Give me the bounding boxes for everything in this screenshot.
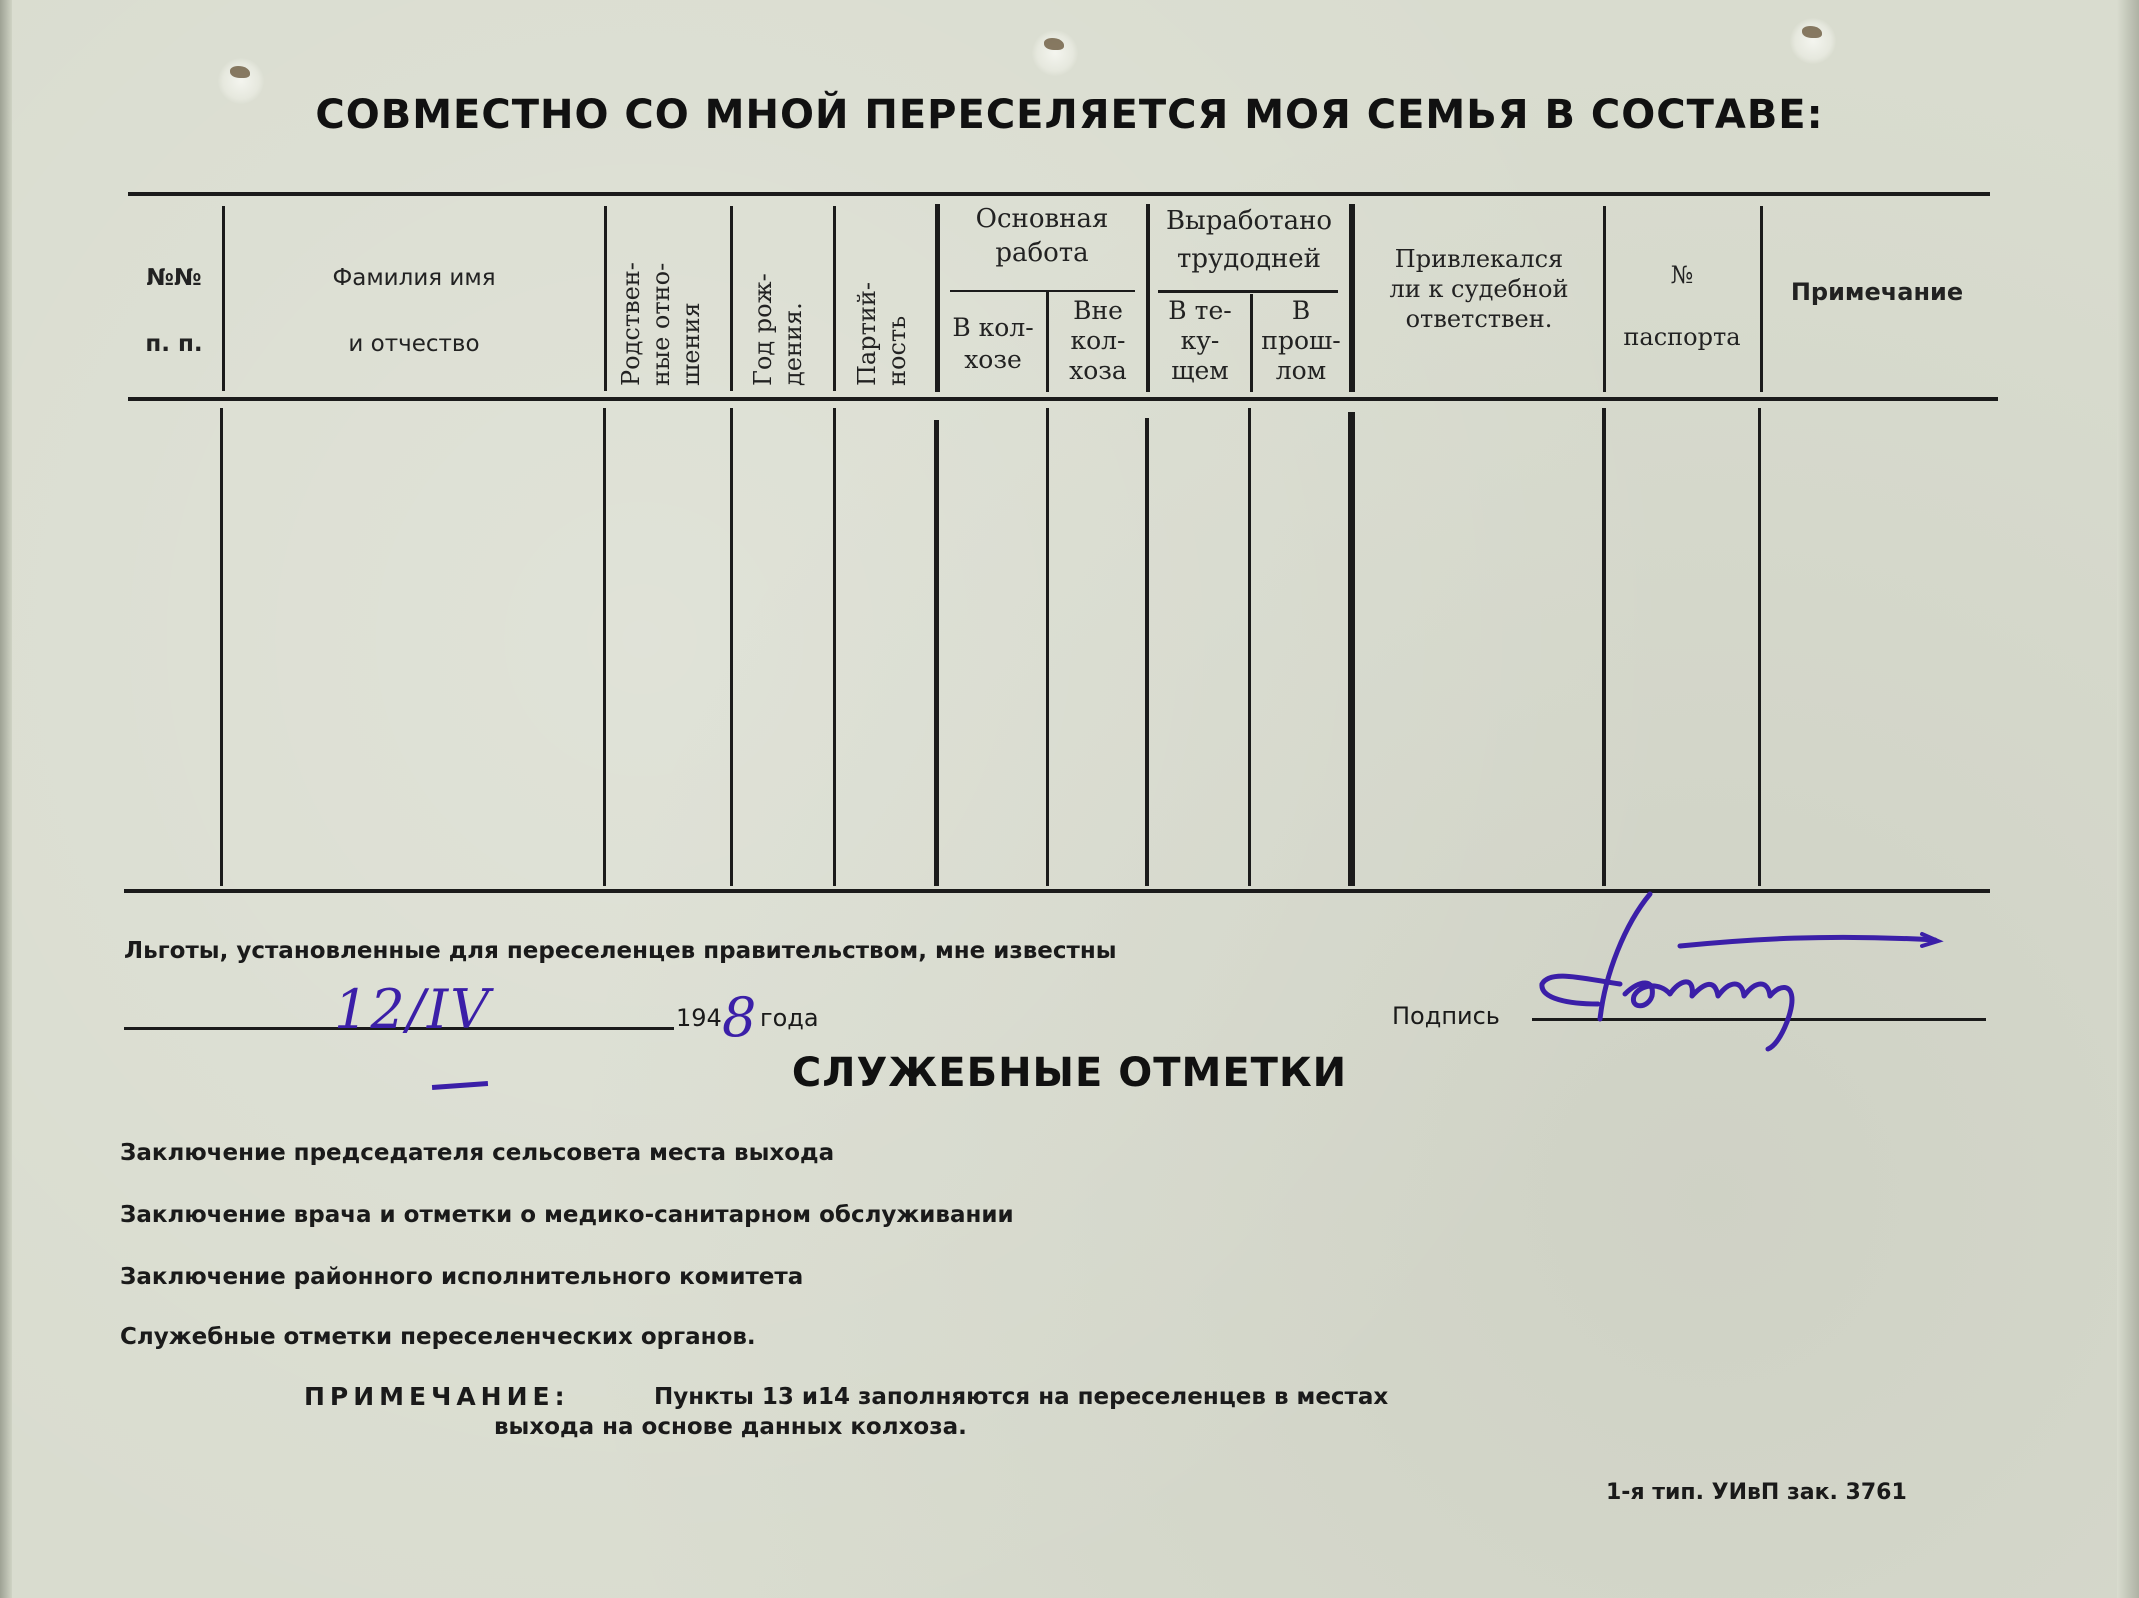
note-line-2: выхода на основе данных колхоза. [494, 1414, 967, 1440]
service-line-2: Заключение врача и отметки о медико-санитарном обслуживании [120, 1202, 1014, 1228]
body-col-9 [1348, 412, 1355, 886]
service-line-1: Заключение председателя сельсовета места выхода [120, 1140, 835, 1166]
note-label: ПРИМЕЧАНИЕ: [304, 1382, 570, 1411]
header-workdays-past: В прош- лом [1261, 296, 1341, 385]
punch-hole-right [1790, 18, 1836, 64]
body-col-10 [1602, 408, 1606, 886]
col-sep-6 [1046, 292, 1049, 392]
handwritten-year-digit: 8 [722, 986, 757, 1049]
body-col-11 [1758, 408, 1761, 886]
form-title: СОВМЕСТНО СО МНОЙ ПЕРЕСЕЛЯЕТСЯ МОЯ СЕМЬЯ В СОСТАВЕ: [315, 92, 1824, 138]
body-col-1 [220, 408, 223, 886]
handwritten-signature [1530, 884, 1950, 1054]
body-col-2 [603, 408, 606, 886]
header-passport: № паспорта [1623, 261, 1741, 351]
header-note: Примечание [1790, 278, 1964, 306]
header-relation: Родствен- ные отно- шения [617, 262, 705, 386]
header-workdays: Выработано трудодней [1165, 206, 1333, 274]
header-num-line1: №№ [146, 265, 202, 291]
body-col-7 [1145, 418, 1149, 886]
header-court: Привлекался ли к судебной ответствен. [1389, 245, 1569, 333]
workdays-subrule [1158, 290, 1338, 293]
body-col-3 [730, 408, 733, 886]
header-main-work: Основная работа [975, 204, 1109, 268]
header-workdays-current: В те- ку- щем [1168, 296, 1232, 385]
paper-edge-right [2117, 0, 2139, 1598]
header-birth-year: Год рож- дения. [749, 273, 807, 386]
note-line-1: Пункты 13 и14 заполняются на переселенцев в местах [654, 1384, 1389, 1410]
signature-label: Подпись [1392, 1002, 1500, 1030]
service-line-3: Заключение районного исполнительного комитета [120, 1264, 804, 1290]
col-sep-11 [1760, 206, 1763, 392]
col-sep-5 [935, 204, 940, 392]
col-sep-4 [833, 206, 836, 391]
paper-edge-left [0, 0, 12, 1598]
col-sep-1 [222, 206, 225, 391]
body-col-6 [1046, 408, 1049, 886]
table-top-rule [128, 192, 1990, 196]
header-name-line1: Фамилия имя [332, 265, 496, 291]
year-prefix: 194 [676, 1004, 722, 1032]
service-line-4: Служебные отметки переселенческих органов. [120, 1324, 756, 1350]
header-num-line2: п. п. [145, 331, 203, 357]
benefits-statement: Льготы, установленные для переселенцев правительством, мне известны [124, 938, 1117, 964]
header-name-line2: и отчество [348, 331, 480, 357]
col-sep-2 [604, 206, 607, 391]
header-main-work-out: Вне кол- хоза [1069, 296, 1127, 385]
body-col-8 [1248, 408, 1251, 886]
col-sep-9 [1349, 204, 1355, 392]
header-main-work-in: В кол- хозе [952, 313, 1034, 374]
main-work-subrule [950, 290, 1135, 292]
print-imprint: 1-я тип. УИвП зак. 3761 [1606, 1480, 1907, 1505]
header-name [226, 245, 602, 377]
service-marks-title: СЛУЖЕБНЫЕ ОТМЕТКИ [791, 1050, 1348, 1096]
header-num [128, 245, 220, 377]
body-col-4 [833, 408, 836, 886]
col-sep-3 [730, 206, 733, 391]
handwritten-date: 12/IV [334, 978, 492, 1041]
table-header-rule [128, 397, 1998, 401]
punch-hole-center [1032, 30, 1078, 76]
body-col-5 [934, 420, 939, 886]
year-suffix: года [760, 1004, 819, 1032]
col-sep-8 [1250, 294, 1253, 392]
header-party: Партий- ность [853, 282, 911, 386]
